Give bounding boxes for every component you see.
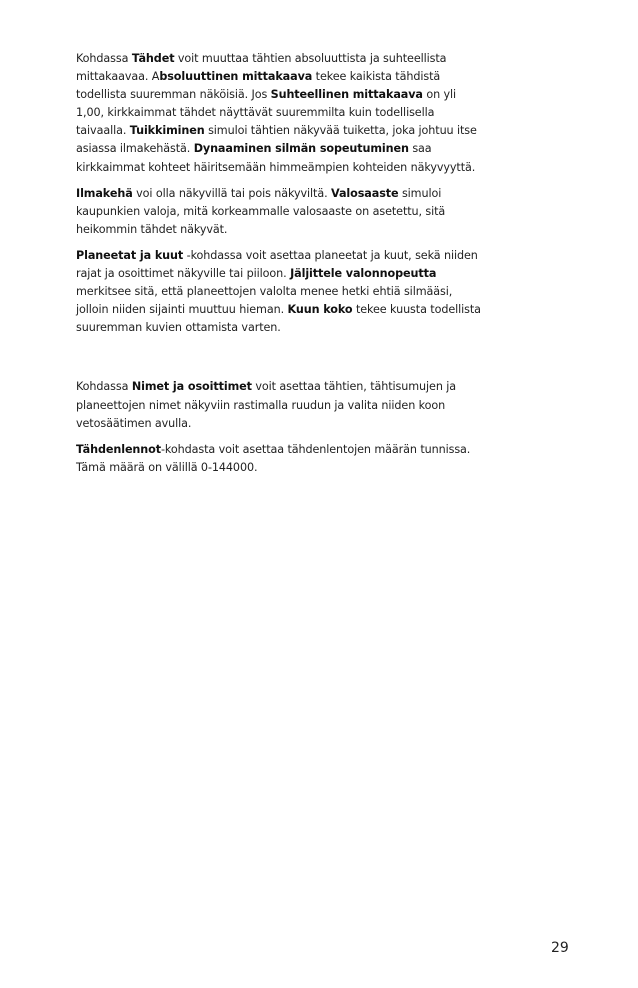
bold-term: Ilmakehä: [76, 186, 133, 200]
text-run: tekee kaikista tähdistä todellista suuremman näköisiä. Jos: [76, 70, 441, 102]
bold-term: bsoluuttinen mittakaava: [159, 70, 313, 84]
bold-term: Valosaaste: [331, 186, 399, 200]
text-run: -kohdasta voit asettaa tähdenlentojen määrän tunnissa. Tämä määrä on välillä 0-144000.: [76, 442, 471, 474]
bold-term: Dynaaminen silmän sopeutuminen: [193, 142, 409, 156]
paragraph-labels: [76, 378, 486, 432]
paragraph-gap: [76, 239, 486, 247]
bold-term: Planeetat ja kuut: [76, 248, 184, 262]
bold-term: Nimet ja osoittimet: [131, 380, 252, 394]
bold-term: Tuikkiminen: [129, 124, 205, 138]
text-run: merkitsee sitä, että planeettojen valolta menee hetki ehtiä silmääsi, jolloin niiden sijainti muuttuu hieman.: [76, 285, 453, 317]
paragraph-planets: [76, 247, 486, 337]
bold-term: Tähdet: [131, 52, 175, 65]
text-run: voit muuttaa tähtien absoluuttista ja suhteellista mittakaavaa. A: [76, 52, 447, 84]
paragraph-gap: [76, 177, 486, 185]
text-run: -kohdassa voit asettaa planeetat ja kuut, sekä niiden rajat ja osoittimet näkyville tai piiloon.: [76, 248, 478, 281]
text-run: on yli 1,00, kirkkaimmat tähdet näyttävät suuremmilta kuin todellisella taivaalla.: [76, 88, 457, 138]
text-run: tekee kuusta todellista suuremman kuvien ottamista varten.: [76, 303, 481, 335]
bold-term: Kuun koko: [287, 303, 353, 317]
text-run: voit asettaa tähtien, tähtisumujen ja planeettojen nimet näkyviin rastimalla ruudun ja valita niiden koon vetosäätimen avulla.: [76, 380, 457, 430]
bold-term: Jäljittele valonnopeutta: [290, 267, 437, 281]
paragraph-meteors: [76, 441, 486, 477]
bold-term: Suhteellinen mittakaava: [270, 88, 423, 102]
text-run: Kohdassa: [76, 380, 132, 394]
paragraph-gap: [76, 433, 486, 441]
paragraph-stars: [76, 50, 486, 177]
text-run: simuloi tähtien näkyvää tuiketta, joka johtuu itse asiassa ilmakehästä.: [76, 124, 477, 156]
paragraph-atmosphere: [76, 185, 486, 239]
section-gap: [76, 337, 486, 378]
text-run: Kohdassa: [76, 52, 132, 65]
page-content: [76, 50, 486, 477]
page-number: 29: [551, 940, 569, 956]
bold-term: Tähdenlennot: [76, 442, 161, 456]
text-run: voi olla näkyvillä tai pois näkyviltä.: [132, 186, 332, 200]
text-run: saa kirkkaimmat kohteet häiritsemään himmeämpien kohteiden näkyvyyttä.: [76, 142, 476, 174]
text-run: simuloi kaupunkien valoja, mitä korkeammalle valosaaste on asetettu, sitä heikommin tähdet näkyvät.: [76, 186, 446, 236]
